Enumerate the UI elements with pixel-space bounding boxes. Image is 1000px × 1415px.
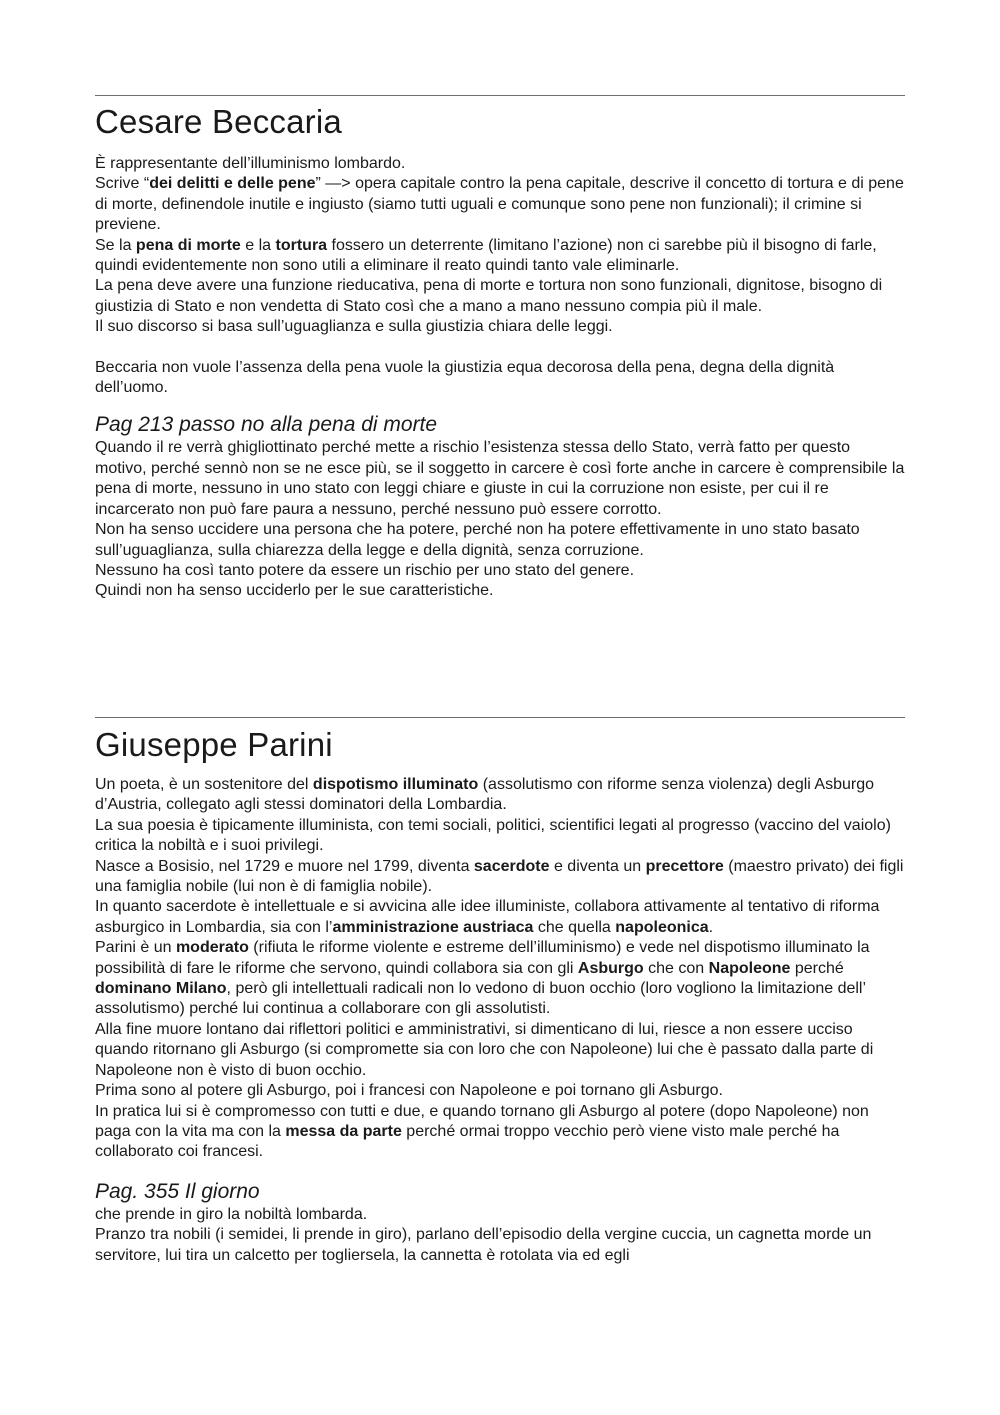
- subsection-title: Pag 213 passo no alla pena di morte: [95, 413, 438, 437]
- text-run: La sua poesia è tipicamente illuminista, con temi sociali, politici, scientifici legati al progresso (vaccino del vaiolo) critica la nobiltà e i suoi privilegi.: [95, 816, 891, 855]
- text-run: Pranzo tra nobili (i semidei, li prende in giro), parlano dell’episodio della vergine cuccia, un cagnetta morde un servitore, lui tira un calcetto per togliersela, la cannetta è rotolata via ed egli: [95, 1226, 872, 1264]
- paragraph: [95, 317, 905, 337]
- text-run: che con: [643, 959, 709, 977]
- text-run: È rappresentante dell’illuminismo lombardo.: [95, 155, 406, 172]
- paragraph: [95, 174, 905, 235]
- text-run: In pratica lui si è compromesso con tutti e due, e quando tornano gli Asburgo al potere (dopo Napoleone) non paga con la vita ma con la: [95, 1102, 869, 1140]
- paragraph: [95, 154, 905, 174]
- paragraph: [95, 561, 905, 581]
- text-run: Beccaria non vuole l’assenza della pena vuole la giustizia equa decorosa della pena, degna della dignità dell’uomo.: [95, 358, 835, 397]
- paragraph: [95, 1102, 905, 1163]
- bold-text: dei delitti e delle pene: [149, 175, 316, 193]
- bold-text: tortura: [275, 236, 328, 254]
- paragraph: [95, 236, 905, 277]
- text-run: Prima sono al potere gli Asburgo, poi i francesi con Napoleone e poi tornano gli Asburgo.: [95, 1082, 723, 1100]
- text-run: fossero un deterrente (limitano l’azione) non ci sarebbe più il bisogno di farle, quindi evidentemente non sono utili a eliminare il reato quindi tanto vale eliminarle.: [95, 236, 877, 275]
- text-run: Quindi non ha senso ucciderlo per le sue caratteristiche.: [95, 582, 494, 600]
- text-run: Nasce a Bosisio, nel 1729 e muore nel 1799, diventa: [95, 857, 474, 875]
- paragraph: [95, 775, 905, 816]
- bold-text: napoleonica: [615, 918, 709, 936]
- paragraph: [95, 438, 905, 520]
- bold-text: moderato: [175, 939, 249, 957]
- bold-text: Napoleone: [708, 959, 791, 977]
- text-run: Parini è un: [95, 939, 176, 957]
- text-run: perché ormai troppo vecchio però viene visto male perché ha collaborato coi francesi.: [95, 1122, 840, 1161]
- paragraph: [95, 897, 905, 938]
- paragraph: [95, 358, 905, 399]
- text-run: che quella: [533, 918, 616, 936]
- text-run: perché: [790, 959, 844, 977]
- bold-text: amministrazione austriaca: [332, 918, 534, 936]
- text-run: La pena deve avere una funzione rieducativa, pena di morte e tortura non sono funzionali, dignitose, bisogno di giustizia di Stato e non vendetta di Stato così che a mano a mano nessuno compia più il male.: [95, 277, 883, 315]
- text-run: e diventa un: [549, 857, 646, 875]
- section-title: Giuseppe Parini: [95, 726, 333, 763]
- paragraph: [95, 1020, 905, 1081]
- bold-text: messa da parte: [285, 1122, 402, 1140]
- paragraph: [95, 938, 905, 1020]
- paragraph: [95, 581, 905, 601]
- text-run: , però gli intellettuali radicali non lo vedono di buon occhio (loro vogliono la limitazione dell’ assolutismo) perché lui continua a collaborare con gli assolutisti.: [95, 980, 866, 1018]
- text-run: Quando il re verrà ghigliottinato perché mette a rischio l’esistenza stessa dello Stato, verrà fatto per questo motivo, perché sennò non se ne esce più, se il soggetto in carcere è così forte anche in carcere è comprensibile la pena di morte, nessuno in uno stato con leggi chiare e giuste in cui la corruzione non esiste, per cui il re incarcerato non può fare paura a nessuno, perché nessuno può essere corrotto.: [95, 439, 905, 518]
- text-run: che prende in giro la nobiltà lombarda.: [95, 1205, 368, 1223]
- section-title: Cesare Beccaria: [95, 103, 342, 140]
- paragraph: [95, 276, 905, 317]
- text-run: (rifiuta le riforme violente e estreme dell’illuminismo) e vede nel dispotismo illuminato la possibilità di fare le riforme che servono, quindi collabora sia con gli: [95, 939, 870, 977]
- section-parini: [95, 725, 905, 1266]
- text-run: Il suo discorso si basa sull’uguaglianza e sulla giustizia chiara delle leggi.: [95, 318, 613, 336]
- paragraph: [95, 816, 905, 857]
- subsection-title: Pag. 355 Il giorno: [95, 1179, 260, 1203]
- bold-text: dispotismo illuminato: [312, 776, 479, 793]
- text-run: ” —> opera capitale contro la pena capitale, descrive il concetto di tortura e di pene di morte, definendole inutile e ingiusto (siamo tutti uguali e comunque sono pene non funzionali); il crimine si previene.: [95, 175, 904, 234]
- bold-text: Asburgo: [577, 959, 644, 977]
- text-run: Alla fine muore lontano dai riflettori politici e amministrativi, si dimenticano di lui, riesce a non essere ucciso quando ritornano gli Asburgo (si compromette sia con loro che con Napoleone) lui che è passato dalla parte di Napoleone non è visto di buon occhio.: [95, 1020, 874, 1079]
- bold-text: dominano Milano: [95, 980, 227, 998]
- section-divider: [95, 95, 905, 96]
- paragraph: [95, 1225, 905, 1266]
- text-run: (assolutismo con riforme senza violenza) degli Asburgo d’Austria, collegato agli stessi dominatori della Lombardia.: [95, 776, 875, 814]
- paragraph: [95, 520, 905, 561]
- text-run: Nessuno ha così tanto potere da essere un rischio per uno stato del genere.: [95, 561, 635, 579]
- paragraph: [95, 1081, 905, 1101]
- bold-text: pena di morte: [135, 236, 241, 254]
- text-run: .: [708, 918, 714, 936]
- bold-text: precettore: [645, 857, 724, 875]
- bold-text: sacerdote: [473, 857, 550, 875]
- section-divider: [95, 717, 905, 718]
- paragraph: [95, 857, 905, 898]
- text-run: (maestro privato) dei figli una famiglia nobile (lui non è di famiglia nobile).: [95, 857, 904, 896]
- paragraph: [95, 1205, 905, 1225]
- section-beccaria: [95, 102, 905, 602]
- text-run: Non ha senso uccidere una persona che ha potere, perché non ha potere effettivamente in uno stato basato sull’uguaglianza, sulla chiarezza della legge e della dignità, senza corruzione.: [95, 521, 860, 559]
- text-run: In quanto sacerdote è intellettuale e si avvicina alle idee illuministe, collabora attivamente al tentativo di riforma asburgico in Lombardia, sia con l’: [95, 898, 880, 936]
- text-run: Se la: [95, 236, 136, 254]
- text-run: Un poeta, è un sostenitore del: [95, 776, 313, 793]
- text-run: e la: [240, 236, 276, 254]
- text-run: Scrive “: [95, 175, 150, 193]
